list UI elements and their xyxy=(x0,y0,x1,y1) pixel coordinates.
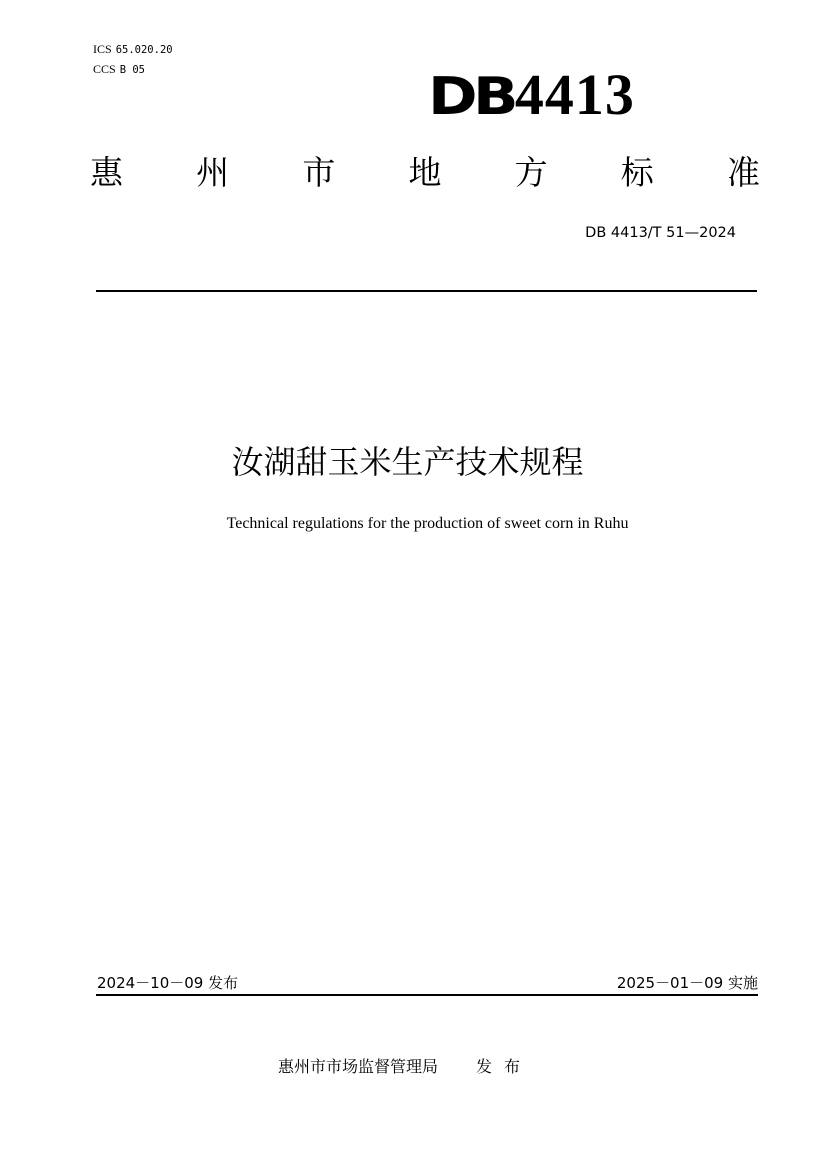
standard-type-char: 惠 xyxy=(90,153,123,192)
document-title-chinese: 汝湖甜玉米生产技术规程 xyxy=(231,443,584,481)
classification-block xyxy=(93,40,173,80)
standard-number: DB 4413/T 51—2024 xyxy=(585,225,736,241)
standard-type-char: 地 xyxy=(408,153,442,192)
standard-type-char: 州 xyxy=(196,153,230,192)
ccs-line xyxy=(93,60,173,80)
db-code-logo xyxy=(428,62,635,127)
standard-type-char: 方 xyxy=(514,153,548,192)
ccs-label: CCS xyxy=(93,62,116,76)
ics-value: 65.020.20 xyxy=(115,44,173,56)
bottom-divider xyxy=(96,994,758,996)
ics-label: ICS xyxy=(93,42,112,56)
document-title-english: Technical regulations for the production of sweet corn in Ruhu xyxy=(226,515,629,532)
issuer-action: 发布 xyxy=(476,1057,533,1076)
issue-date: 2024－10－09 发布 xyxy=(97,974,239,992)
standard-type-char: 标 xyxy=(620,153,654,192)
issuer-line xyxy=(278,1054,532,1077)
issuer-name: 惠州市市场监督管理局 xyxy=(278,1057,439,1076)
db-number: 4413 xyxy=(514,62,635,127)
standard-type-char: 市 xyxy=(302,153,336,192)
top-divider xyxy=(96,290,757,292)
db-prefix: DB xyxy=(428,67,515,127)
ics-line xyxy=(93,40,173,60)
standard-type-char: 准 xyxy=(726,153,760,192)
ccs-value: B 05 xyxy=(119,64,145,76)
standard-type-heading xyxy=(90,153,760,192)
implementation-date: 2025－01－09 实施 xyxy=(616,974,758,992)
